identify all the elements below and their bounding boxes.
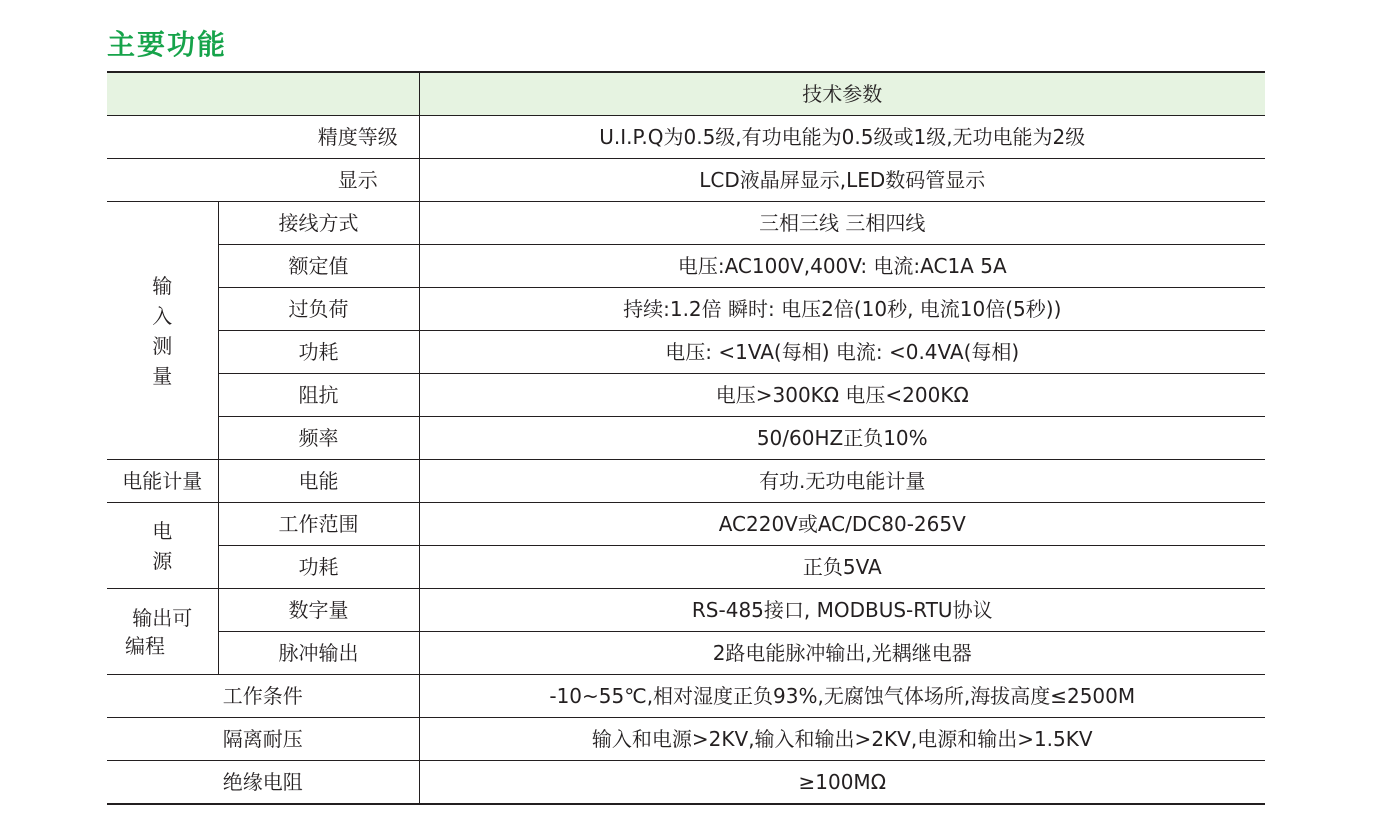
row-value: AC220V或AC/DC80-265V bbox=[419, 503, 1265, 546]
row-label: 过负荷 bbox=[218, 288, 419, 331]
table-row bbox=[107, 331, 1265, 374]
row-label: 工作条件 bbox=[107, 675, 419, 718]
row-value: RS-485接口, MODBUS-RTU协议 bbox=[419, 589, 1265, 632]
row-value: -10~55℃,相对湿度正负93%,无腐蚀气体场所,海拔高度≤2500M bbox=[419, 675, 1265, 718]
row-value: 有功.无功电能计量 bbox=[419, 460, 1265, 503]
row-value: 电压:AC100V,400V: 电流:AC1A 5A bbox=[419, 245, 1265, 288]
row-label: 接线方式 bbox=[218, 202, 419, 245]
row-label: 功耗 bbox=[218, 546, 419, 589]
group-char: 源 bbox=[152, 548, 173, 573]
table-row bbox=[107, 632, 1265, 675]
row-label: 电能 bbox=[218, 460, 419, 503]
group-char: 量 bbox=[152, 363, 173, 388]
table-row bbox=[107, 761, 1265, 805]
page-title: 主要功能 bbox=[107, 28, 228, 61]
header-left-cell bbox=[107, 72, 419, 116]
group-line: 编程 bbox=[125, 633, 165, 658]
row-value: 正负5VA bbox=[419, 546, 1265, 589]
row-value: 电压: <1VA(每相) 电流: <0.4VA(每相) bbox=[419, 331, 1265, 374]
row-label: 绝缘电阻 bbox=[107, 761, 419, 805]
row-label: 显示 bbox=[107, 159, 419, 202]
group-label-output bbox=[107, 589, 218, 675]
table-row bbox=[107, 116, 1265, 159]
row-value: 电压>300KΩ 电压<200KΩ bbox=[419, 374, 1265, 417]
table-row bbox=[107, 159, 1265, 202]
group-label-input-measure bbox=[107, 202, 218, 460]
table-row bbox=[107, 546, 1265, 589]
table-row bbox=[107, 202, 1265, 245]
spec-table bbox=[107, 71, 1265, 805]
table-row bbox=[107, 718, 1265, 761]
row-value: 持续:1.2倍 瞬时: 电压2倍(10秒, 电流10倍(5秒)) bbox=[419, 288, 1265, 331]
table-row bbox=[107, 503, 1265, 546]
row-value: LCD液晶屏显示,LED数码管显示 bbox=[419, 159, 1265, 202]
group-label-energy: 电能计量 bbox=[107, 460, 218, 503]
row-label: 精度等级 bbox=[107, 116, 419, 159]
row-value: 2路电能脉冲输出,光耦继电器 bbox=[419, 632, 1265, 675]
row-label: 功耗 bbox=[218, 331, 419, 374]
row-value: U.I.P.Q为0.5级,有功电能为0.5级或1级,无功电能为2级 bbox=[419, 116, 1265, 159]
row-label: 数字量 bbox=[218, 589, 419, 632]
group-char: 电 bbox=[152, 518, 173, 543]
group-line: 输出可 bbox=[132, 605, 193, 630]
group-char: 测 bbox=[152, 333, 173, 358]
group-label-power bbox=[107, 503, 218, 589]
group-char: 输 bbox=[152, 273, 173, 298]
row-label: 隔离耐压 bbox=[107, 718, 419, 761]
table-row bbox=[107, 374, 1265, 417]
row-label: 频率 bbox=[218, 417, 419, 460]
row-value: 三相三线 三相四线 bbox=[419, 202, 1265, 245]
table-row bbox=[107, 417, 1265, 460]
table-row bbox=[107, 589, 1265, 632]
table-row bbox=[107, 288, 1265, 331]
row-label: 额定值 bbox=[218, 245, 419, 288]
table-row bbox=[107, 245, 1265, 288]
row-label: 工作范围 bbox=[218, 503, 419, 546]
row-label: 阻抗 bbox=[218, 374, 419, 417]
table-header-row bbox=[107, 72, 1265, 116]
row-value: 输入和电源>2KV,输入和输出>2KV,电源和输出>1.5KV bbox=[419, 718, 1265, 761]
table-row bbox=[107, 460, 1265, 503]
header-params: 技术参数 bbox=[419, 72, 1265, 116]
row-label: 脉冲输出 bbox=[218, 632, 419, 675]
row-value: 50/60HZ正负10% bbox=[419, 417, 1265, 460]
group-char: 入 bbox=[152, 303, 173, 328]
table-row bbox=[107, 675, 1265, 718]
row-value: ≥100MΩ bbox=[419, 761, 1265, 805]
